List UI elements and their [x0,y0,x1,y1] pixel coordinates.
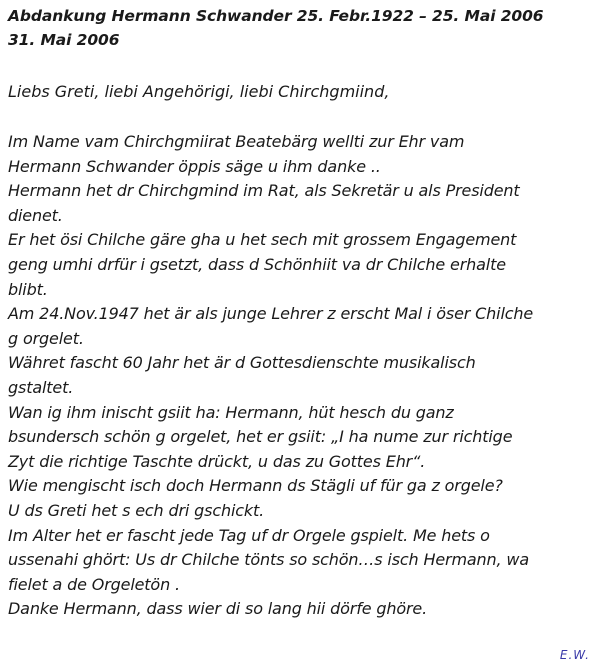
text-line: gstaltet. [8,377,74,397]
text-line: geng umhi drfür i gsetzt, dass d Schönhiit va dr Chilche erhalte [8,254,506,274]
text-line: blibt. [8,279,48,299]
text-line: Er het ösi Chilche gäre gha u het sech mit grossem Engagement [8,230,517,250]
text-line: Hermann het dr Chirchgmind im Rat, als Sekretär u als President [8,181,520,201]
text-line: g orgelet. [8,328,84,348]
greeting: Liebs Greti, liebi Angehörigi, liebi Chirchgmiind, [8,82,390,101]
header-date: 31. Mai 2006 [8,31,120,49]
author-initials: E.W. [559,648,590,662]
document-header [8,4,598,52]
text-line: Im Name vam Chirchgmiirat Beatebärg wellti zur Ehr vam [8,132,465,151]
text-line: Wie mengischt isch doch Hermann ds Stägli uf für ga z orgele? [8,476,503,496]
header-title: Abdankung Hermann Schwander 25. Febr.1922 – 25. Mai 2006 [8,7,544,25]
text-line: Danke Hermann, dass wier di so lang hii dörfe ghöre. [8,599,428,619]
text-line: Wan ig ihm inischt gsiit ha: Hermann, hüt hesch du ganz [8,402,454,422]
text-line: Am 24.Nov.1947 het är als junge Lehrer z erscht Mal i öser Chilche [8,304,534,324]
text-line: ussenahi ghört: Us dr Chilche tönts so schön…s isch Hermann, wa [8,550,529,570]
text-line: bsundersch schön g orgelet, het er gsiit: „I ha nume zur richtige [8,427,513,447]
text-line: Zyt die richtige Taschte drückt, u das zu Gottes Ehr“. [8,451,426,471]
text-line: dienet. [8,205,63,225]
body-text [8,130,598,622]
text-line: Hermann Schwander öppis säge u ihm danke .. [8,156,381,176]
text-line: Im Alter het er fascht jede Tag uf dr Orgele gspielt. Me hets o [8,525,490,545]
text-line: Währet fascht 60 Jahr het är d Gottesdienschte musikalisch [8,353,476,373]
text-line: U ds Greti het s ech dri gschickt. [8,500,265,520]
text-line: fielet a de Orgeletön . [8,574,180,594]
